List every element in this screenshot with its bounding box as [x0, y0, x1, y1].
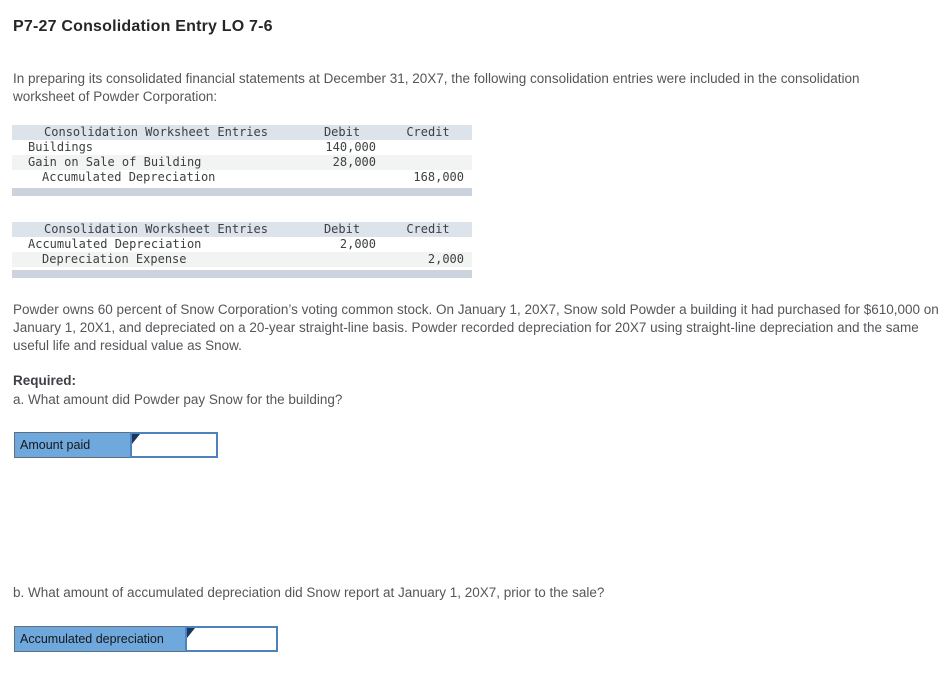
- body-paragraph: Powder owns 60 percent of Snow Corporation’s voting common stock. On January 1, 20X7, Snow sold Powder a building it had purchased for $610,000 on January 1, 20X1, and depreciated on a 20-year straight-line basis. Powder recorded depreciation for 20X7 using straight-line depreciation and the same useful life and residual value as Snow.: [13, 302, 939, 353]
- account-cell: Gain on Sale of Building: [28, 155, 202, 169]
- answer-input-wrap: [130, 432, 218, 458]
- table-header-row: [12, 222, 472, 237]
- header-entries: Consolidation Worksheet Entries: [44, 222, 268, 236]
- debit-cell: 28,000: [332, 155, 376, 169]
- header-debit: Debit: [323, 125, 361, 139]
- answer-label: Accumulated depreciation: [14, 626, 185, 652]
- question-a: a. What amount did Powder pay Snow for the building?: [13, 392, 343, 407]
- page-title: P7-27 Consolidation Entry LO 7-6: [13, 18, 273, 35]
- table-header-row: [12, 125, 472, 140]
- account-cell: Buildings: [28, 140, 94, 154]
- credit-cell: [384, 155, 472, 170]
- answer-widget-amount-paid: [14, 432, 218, 458]
- amount-paid-input[interactable]: [130, 432, 218, 458]
- required-label: Required:: [13, 373, 77, 388]
- worksheet-table-2: [12, 222, 472, 278]
- table-row: [12, 170, 472, 185]
- worksheet-table-1: [12, 125, 472, 196]
- header-entries: Consolidation Worksheet Entries: [44, 125, 268, 139]
- consolidation-entries-table: [12, 125, 472, 185]
- credit-cell: [384, 140, 472, 155]
- consolidation-entries-table: [12, 222, 472, 267]
- debit-cell: [300, 252, 384, 267]
- header-debit: Debit: [323, 222, 361, 236]
- table-row: [12, 237, 472, 252]
- account-cell: Accumulated Depreciation: [28, 237, 202, 251]
- account-cell: Depreciation Expense: [42, 252, 187, 266]
- credit-cell: 168,000: [413, 170, 464, 184]
- header-credit: Credit: [406, 125, 450, 139]
- answer-widget-accumulated-depreciation: [14, 626, 278, 652]
- answer-label: Amount paid: [14, 432, 130, 458]
- table-footer-band: [12, 188, 472, 196]
- accumulated-depreciation-input[interactable]: [185, 626, 278, 652]
- credit-cell: [384, 237, 472, 252]
- table-footer-band: [12, 270, 472, 278]
- debit-cell: 2,000: [339, 237, 376, 251]
- credit-cell: 2,000: [427, 252, 464, 266]
- table-row: [12, 252, 472, 267]
- table-row: [12, 140, 472, 155]
- table-row: [12, 155, 472, 170]
- debit-cell: 140,000: [325, 140, 376, 154]
- debit-cell: [300, 170, 384, 185]
- intro-paragraph: In preparing its consolidated financial statements at December 31, 20X7, the following consolidation entries were included in the consolidation worksheet of Powder Corporation:: [13, 71, 860, 104]
- question-b: b. What amount of accumulated depreciation did Snow report at January 1, 20X7, prior to the sale?: [13, 585, 605, 600]
- answer-input-wrap: [185, 626, 278, 652]
- header-credit: Credit: [406, 222, 450, 236]
- account-cell: Accumulated Depreciation: [42, 170, 216, 184]
